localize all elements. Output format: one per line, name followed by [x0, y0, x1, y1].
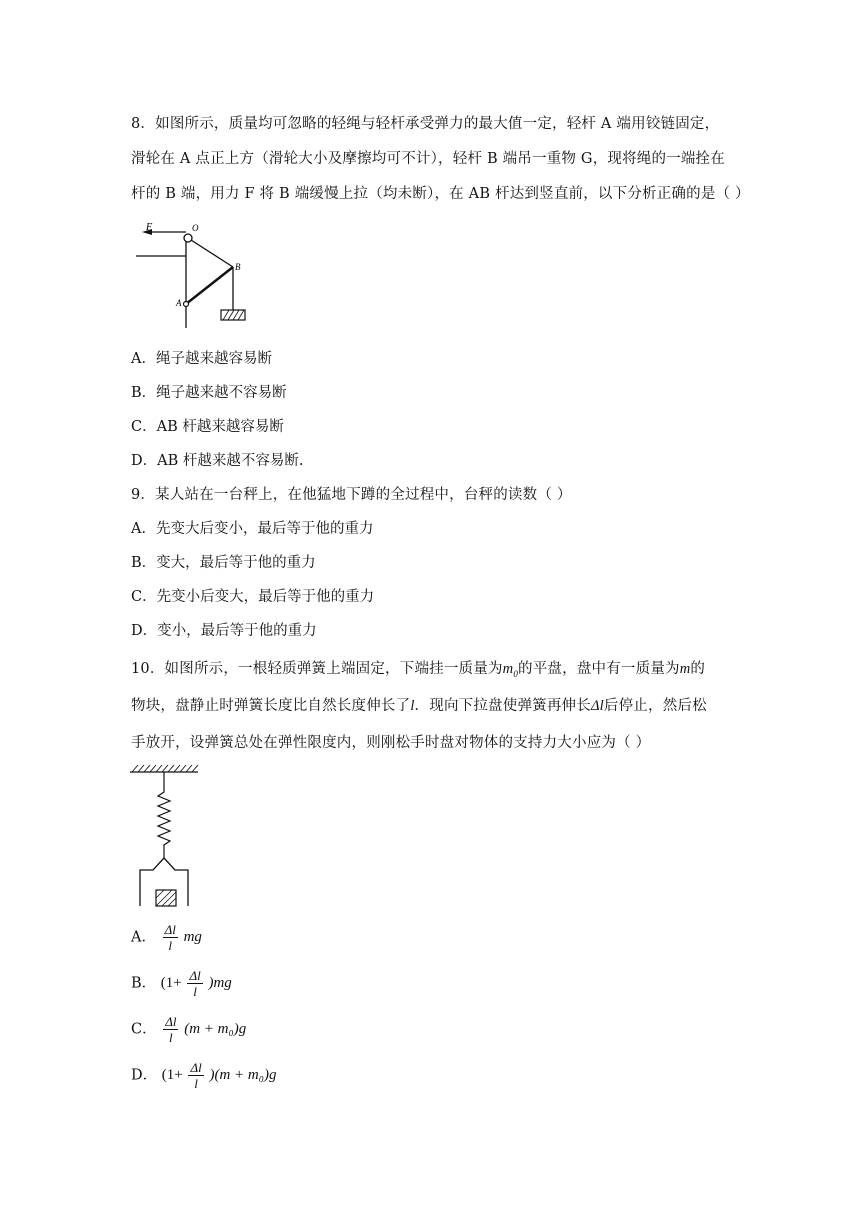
var-m: m — [502, 661, 514, 677]
q10-option-a — [131, 922, 202, 953]
q10-stem-line-2 — [131, 694, 707, 715]
label-A: A — [176, 298, 182, 308]
q10-option-c — [131, 1014, 246, 1045]
q8-stem-line-2: 滑轮在 A 点正上方（滑轮大小及摩擦均可不计），轻杆 B 端吊一重物 G，现将绳的一端拴在 — [131, 151, 726, 167]
q10-option-d — [131, 1060, 276, 1091]
q10-text: 的平盘，盘中有一质量为 — [518, 661, 680, 677]
q9-option-a: A．先变大后变小，最后等于他的重力 — [131, 521, 374, 537]
var-m0 — [503, 661, 518, 677]
q9-option-c: C．先变小后变大，最后等于他的重力 — [131, 589, 375, 605]
var-delta-l: Δl — [590, 698, 604, 714]
option-label: A． — [131, 929, 156, 946]
formula — [161, 1014, 246, 1045]
q10-text: 的 — [690, 661, 706, 677]
option-label: C． — [131, 1021, 157, 1038]
fraction-denominator: l — [194, 1076, 198, 1091]
q10-figure — [128, 762, 200, 910]
q10-text: 10．如图所示，一根轻质弹簧上端固定，下端挂一质量为 — [131, 661, 503, 677]
fraction-numerator: Δl — [164, 922, 176, 937]
formula-pre: (1+ — [161, 1066, 183, 1083]
q8-stem-line-3: 杆的 B 端，用力 F 将 B 端缓慢上拉（均未断），在 AB 杆达到竖直前，以下分析正确的是（ ） — [131, 186, 750, 202]
q10-text: 后停止，然后松 — [603, 698, 707, 714]
formula — [162, 1060, 277, 1091]
fraction — [187, 968, 202, 999]
q8-option-a: A．绳子越来越容易断 — [131, 351, 272, 367]
formula-post: )mg — [208, 974, 232, 991]
q8-option-d: D．AB 杆越来越不容易断. — [131, 453, 304, 469]
var-l: l — [410, 698, 415, 714]
q10-option-b — [131, 968, 232, 999]
fraction — [188, 1060, 203, 1091]
label-O: O — [192, 223, 199, 233]
fraction-denominator: l — [168, 938, 173, 953]
formula — [161, 968, 232, 999]
fraction-numerator: Δl — [190, 1060, 202, 1075]
q10-stem-line-1 — [131, 657, 705, 679]
q8-option-b: B．绳子越来越不容易断 — [131, 385, 287, 401]
q9-option-d: D．变小，最后等于他的重力 — [131, 623, 317, 639]
fraction-denominator: l — [193, 984, 197, 999]
fraction-numerator: Δl — [189, 968, 201, 983]
fraction — [163, 922, 178, 953]
fraction-numerator: Δl — [165, 1014, 177, 1029]
q9-stem: 9．某人站在一台秤上，在他猛地下蹲的全过程中，台秤的读数（ ） — [131, 487, 572, 503]
q9-option-b: B．变大，最后等于他的重力 — [131, 555, 316, 571]
formula-post: mg — [183, 928, 202, 945]
formula-post: (m + m₀)g — [184, 1020, 247, 1037]
option-label: D． — [131, 1067, 158, 1084]
q8-stem-line-1: 8．如图所示，质量均可忽略的轻绳与轻杆承受弹力的最大值一定，轻杆 A 端用铰链固定， — [131, 116, 720, 132]
formula-pre: (1+ — [160, 974, 182, 991]
option-label: B． — [131, 975, 157, 992]
var-m0-subscript: 0 — [513, 668, 519, 679]
q8-option-c: C．AB 杆越来越容易断 — [131, 419, 284, 435]
label-B: B — [235, 262, 241, 272]
q10-text: ．现向下拉盘使弹簧再伸长 — [414, 698, 591, 714]
q8-figure — [128, 218, 258, 328]
formula — [161, 922, 202, 953]
formula-post: )(m + m₀)g — [209, 1066, 277, 1083]
fraction — [163, 1014, 178, 1045]
fraction-denominator: l — [169, 1030, 173, 1045]
q10-stem-line-3: 手放开，设弹簧总处在弹性限度内，则刚松手时盘对物体的支持力大小应为（ ） — [131, 735, 651, 751]
q10-text: 物块，盘静止时弹簧长度比自然长度伸长了 — [131, 698, 411, 714]
label-F: F — [146, 222, 153, 233]
var-m: m — [679, 661, 691, 677]
